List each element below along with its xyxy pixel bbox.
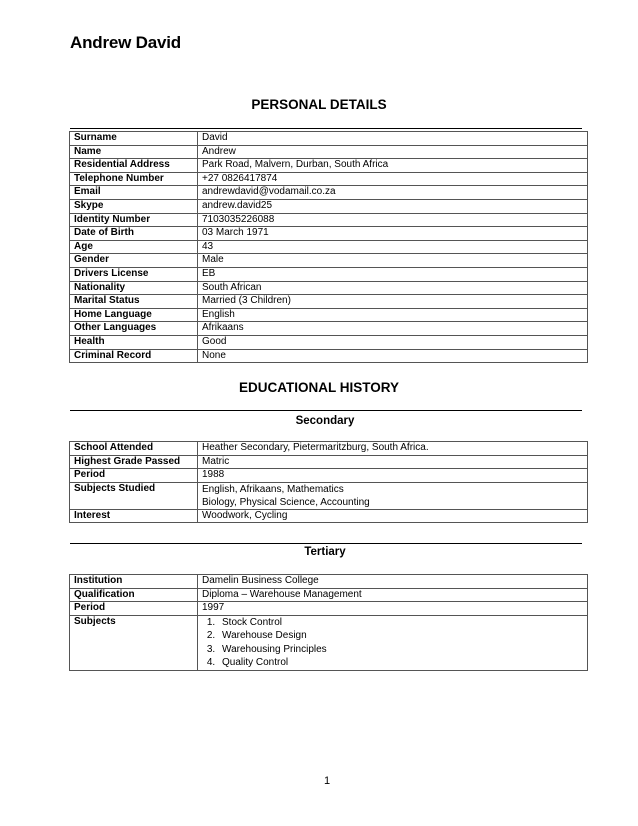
row-label: Telephone Number	[70, 172, 198, 186]
table-row	[70, 482, 588, 509]
row-value: Park Road, Malvern, Durban, South Africa	[198, 159, 588, 173]
row-label: Subjects Studied	[70, 482, 198, 509]
table-row	[70, 455, 588, 469]
row-value: Andrew	[198, 145, 588, 159]
row-label: School Attended	[70, 442, 198, 456]
row-label: Subjects	[70, 615, 198, 670]
table-row	[70, 159, 588, 173]
row-label: Age	[70, 240, 198, 254]
row-value: Good	[198, 335, 588, 349]
row-value: 43	[198, 240, 588, 254]
tertiary-education-table	[69, 574, 588, 671]
table-row	[70, 132, 588, 146]
table-row	[70, 240, 588, 254]
row-label: Email	[70, 186, 198, 200]
row-value: 03 March 1971	[198, 227, 588, 241]
row-label: Residential Address	[70, 159, 198, 173]
row-label: Qualification	[70, 588, 198, 602]
row-label: Interest	[70, 509, 198, 523]
row-value: +27 0826417874	[198, 172, 588, 186]
row-label: Date of Birth	[70, 227, 198, 241]
row-value: South African	[198, 281, 588, 295]
table-row	[70, 254, 588, 268]
row-label: Nationality	[70, 281, 198, 295]
row-value: David	[198, 132, 588, 146]
personal-details-heading: PERSONAL DETAILS	[251, 97, 387, 112]
row-value: None	[198, 349, 588, 363]
table-row	[70, 295, 588, 309]
row-label: Period	[70, 602, 198, 616]
table-row	[70, 575, 588, 589]
personal-details-table	[69, 131, 588, 363]
list-item: 2. Warehouse Design	[218, 629, 583, 643]
table-row	[70, 227, 588, 241]
row-label: Period	[70, 469, 198, 483]
table-row	[70, 349, 588, 363]
row-value: Diploma – Warehouse Management	[198, 588, 588, 602]
page-number: 1	[323, 775, 331, 787]
table-row	[70, 308, 588, 322]
row-label: Surname	[70, 132, 198, 146]
row-label: Name	[70, 145, 198, 159]
row-value: English	[198, 308, 588, 322]
subject-line: Biology, Physical Science, Accounting	[202, 496, 370, 508]
list-item: 3. Warehousing Principles	[218, 643, 583, 657]
row-value: Heather Secondary, Pietermaritzburg, South Africa.	[198, 442, 588, 456]
secondary-heading: Secondary	[295, 415, 355, 427]
row-value: Matric	[198, 455, 588, 469]
list-item: 4. Quality Control	[218, 656, 583, 670]
table-row	[70, 213, 588, 227]
row-value: Afrikaans	[198, 322, 588, 336]
row-value: 7103035226088	[198, 213, 588, 227]
table-row	[70, 199, 588, 213]
educational-history-heading: EDUCATIONAL HISTORY	[238, 380, 399, 395]
row-value: andrew.david25	[198, 199, 588, 213]
table-row	[70, 186, 588, 200]
table-row	[70, 145, 588, 159]
row-value: EB	[198, 267, 588, 281]
table-row	[70, 322, 588, 336]
row-label: Criminal Record	[70, 349, 198, 363]
table-row	[70, 442, 588, 456]
section-divider	[70, 128, 582, 129]
row-label: Other Languages	[70, 322, 198, 336]
row-label: Home Language	[70, 308, 198, 322]
table-row	[70, 602, 588, 616]
candidate-name: Andrew David	[70, 33, 181, 52]
row-label: Identity Number	[70, 213, 198, 227]
row-label: Skype	[70, 199, 198, 213]
row-value: Damelin Business College	[198, 575, 588, 589]
row-value: Married (3 Children)	[198, 295, 588, 309]
row-value: 1988	[198, 469, 588, 483]
row-label: Marital Status	[70, 295, 198, 309]
row-value: Woodwork, Cycling	[198, 509, 588, 523]
section-divider	[70, 410, 582, 411]
secondary-education-table	[69, 441, 588, 523]
tertiary-heading: Tertiary	[304, 546, 346, 558]
subjects-list	[202, 616, 583, 670]
row-value: 1997	[198, 602, 588, 616]
row-label: Drivers License	[70, 267, 198, 281]
row-label: Gender	[70, 254, 198, 268]
row-value	[198, 482, 588, 509]
table-row	[70, 469, 588, 483]
row-label: Institution	[70, 575, 198, 589]
table-row	[70, 281, 588, 295]
subject-line: English, Afrikaans, Mathematics	[202, 483, 344, 495]
table-row	[70, 588, 588, 602]
row-label: Health	[70, 335, 198, 349]
row-value: andrewdavid@vodamail.co.za	[198, 186, 588, 200]
list-item: 1. Stock Control	[218, 616, 583, 630]
table-row	[70, 267, 588, 281]
section-divider	[70, 543, 582, 544]
table-row	[70, 172, 588, 186]
row-value	[198, 615, 588, 670]
table-row	[70, 615, 588, 670]
row-value: Male	[198, 254, 588, 268]
row-label: Highest Grade Passed	[70, 455, 198, 469]
table-row	[70, 509, 588, 523]
table-row	[70, 335, 588, 349]
